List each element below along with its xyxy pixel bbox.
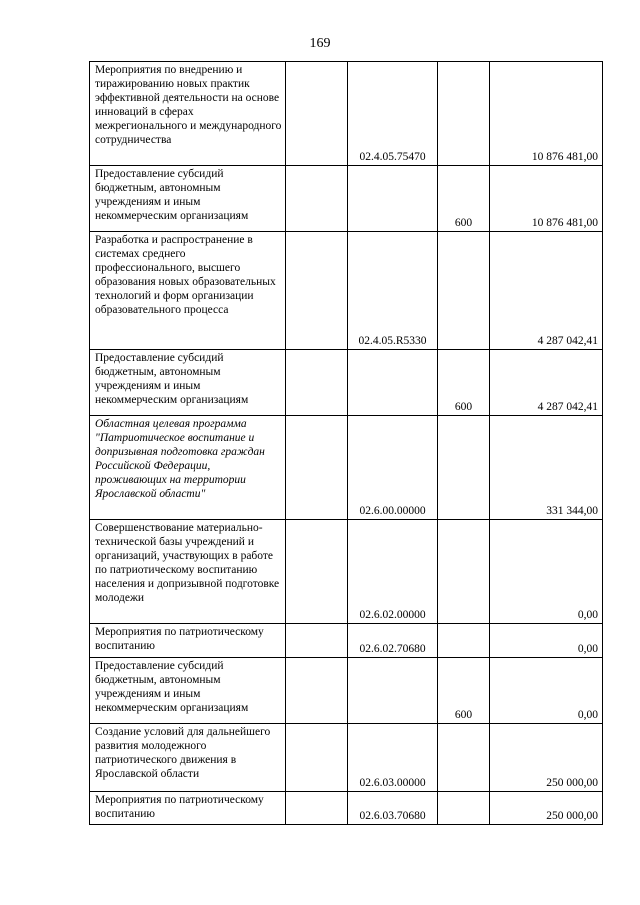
row-name: Областная целевая программа "Патриотическое воспитание и допризывная подготовка граждан Российской Федерации, проживающих на территории Ярославской области" xyxy=(90,416,286,520)
row-code: 02.4.05.R5330 xyxy=(348,232,438,350)
table-row xyxy=(90,520,603,624)
row-blank-cell xyxy=(286,62,348,166)
row-amount: 0,00 xyxy=(490,658,603,724)
row-code xyxy=(348,658,438,724)
row-amount: 0,00 xyxy=(490,520,603,624)
row-blank-cell xyxy=(286,416,348,520)
row-expense-type xyxy=(438,724,490,792)
table-row xyxy=(90,350,603,416)
budget-table-body xyxy=(90,62,603,825)
row-amount: 250 000,00 xyxy=(490,724,603,792)
row-expense-type xyxy=(438,62,490,166)
row-name: Предоставление субсидий бюджетным, автономным учреждениям и иным некоммерческим организациям xyxy=(90,350,286,416)
row-expense-type: 600 xyxy=(438,350,490,416)
row-amount: 4 287 042,41 xyxy=(490,232,603,350)
row-blank-cell xyxy=(286,724,348,792)
table-row xyxy=(90,724,603,792)
row-name: Мероприятия по внедрению и тиражированию новых практик эффективной деятельности на основе инноваций в сферах межрегионального и международного сотрудничества xyxy=(90,62,286,166)
table-row xyxy=(90,624,603,658)
row-name: Разработка и распространение в системах среднего профессионального, высшего образования новых образовательных технологий и форм организации образовательного процесса xyxy=(90,232,286,350)
row-name: Мероприятия по патриотическому воспитанию xyxy=(90,624,286,658)
row-amount: 10 876 481,00 xyxy=(490,62,603,166)
row-expense-type xyxy=(438,792,490,825)
row-expense-type: 600 xyxy=(438,658,490,724)
row-name: Создание условий для дальнейшего развития молодежного патриотического движения в Ярославской области xyxy=(90,724,286,792)
row-code xyxy=(348,166,438,232)
row-amount: 4 287 042,41 xyxy=(490,350,603,416)
table-row xyxy=(90,658,603,724)
row-name: Предоставление субсидий бюджетным, автономным учреждениям и иным некоммерческим организациям xyxy=(90,658,286,724)
row-code: 02.6.00.00000 xyxy=(348,416,438,520)
table-row xyxy=(90,166,603,232)
row-amount: 250 000,00 xyxy=(490,792,603,825)
row-amount: 10 876 481,00 xyxy=(490,166,603,232)
row-code xyxy=(348,350,438,416)
row-blank-cell xyxy=(286,792,348,825)
row-code: 02.6.03.00000 xyxy=(348,724,438,792)
row-name: Мероприятия по патриотическому воспитанию xyxy=(90,792,286,825)
row-blank-cell xyxy=(286,658,348,724)
row-blank-cell xyxy=(286,350,348,416)
row-name: Совершенствование материально-технической базы учреждений и организаций, участвующих в работе по патриотическому воспитанию населения и допризывной подготовке молодежи xyxy=(90,520,286,624)
row-expense-type xyxy=(438,416,490,520)
row-expense-type xyxy=(438,520,490,624)
row-blank-cell xyxy=(286,232,348,350)
row-blank-cell xyxy=(286,166,348,232)
row-expense-type xyxy=(438,624,490,658)
table-row xyxy=(90,416,603,520)
budget-table xyxy=(89,61,603,825)
table-row xyxy=(90,62,603,166)
table-row xyxy=(90,232,603,350)
row-code: 02.6.02.70680 xyxy=(348,624,438,658)
row-expense-type: 600 xyxy=(438,166,490,232)
row-code: 02.4.05.75470 xyxy=(348,62,438,166)
row-blank-cell xyxy=(286,624,348,658)
row-amount: 0,00 xyxy=(490,624,603,658)
row-amount: 331 344,00 xyxy=(490,416,603,520)
page-number: 169 xyxy=(309,36,331,51)
row-code: 02.6.02.00000 xyxy=(348,520,438,624)
row-code: 02.6.03.70680 xyxy=(348,792,438,825)
row-expense-type xyxy=(438,232,490,350)
row-blank-cell xyxy=(286,520,348,624)
table-row xyxy=(90,792,603,825)
row-name: Предоставление субсидий бюджетным, автономным учреждениям и иным некоммерческим организациям xyxy=(90,166,286,232)
